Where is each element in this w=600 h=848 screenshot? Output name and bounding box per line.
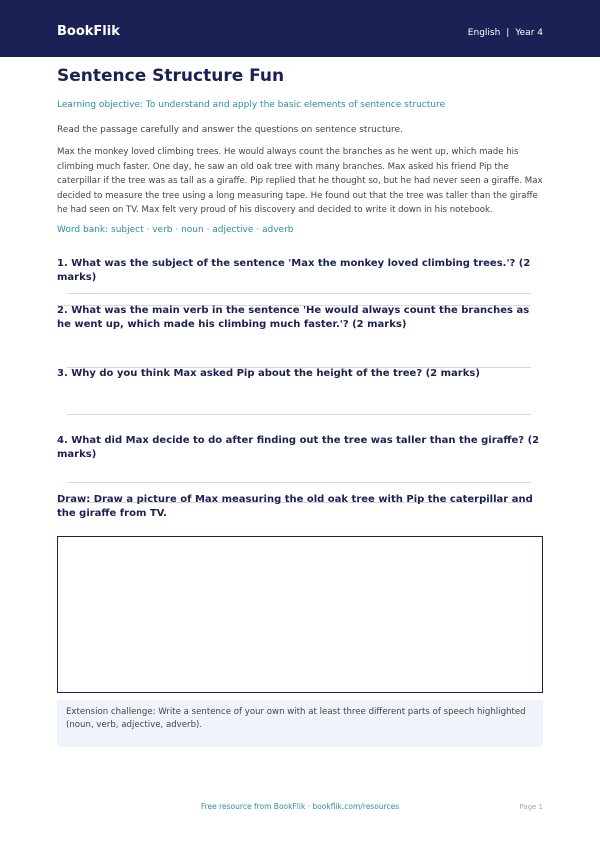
question-2: 2. What was the main verb in the sentence 'He would always count the branches as he went up, which made his climbing much faster.'? (2 marks) bbox=[57, 305, 530, 330]
subject-label: English bbox=[467, 28, 501, 38]
worksheet-title: Sentence Structure Fun bbox=[57, 66, 285, 86]
extension-text: Extension challenge: Write a sentence of your own with at least three different parts of speech highlighted (noun, verb, adjective, adverb). bbox=[66, 707, 526, 730]
page-number: Page 1 bbox=[519, 803, 543, 811]
separator: | bbox=[506, 28, 510, 38]
learning-objective: Learning objective: To understand and apply the basic elements of sentence structure bbox=[57, 100, 445, 110]
subject-year-label bbox=[468, 28, 543, 38]
word-bank: Word bank: subject · verb · noun · adjective · adverb bbox=[57, 225, 294, 235]
answer-line[interactable] bbox=[67, 482, 531, 483]
brand-logo: BookFlik bbox=[57, 24, 120, 39]
year-label: Year 4 bbox=[515, 28, 543, 38]
reading-passage: Max the monkey loved climbing trees. He would always count the branches as he went up, which made his climbing much faster. One day, he saw an old oak tree with many branches. Max asked his friend Pip the caterpillar if the tree was as tall as a giraffe. Pip replied that he thought so, but he had never seen a giraffe. Max decided to measure the tree using a long measuring tape. He found out that the tree was taller than the giraffe he had seen on TV. Max felt very proud of his discovery and decided to write it down in his notebook. bbox=[57, 147, 543, 216]
answer-line[interactable] bbox=[67, 414, 531, 415]
question-1: 1. What was the subject of the sentence 'Max the monkey loved climbing trees.'? (2 marks) bbox=[57, 258, 531, 283]
page-header bbox=[0, 0, 600, 57]
answer-line[interactable] bbox=[67, 293, 531, 294]
draw-prompt: Draw: Draw a picture of Max measuring the old oak tree with Pip the caterpillar and the giraffe from TV. bbox=[57, 494, 533, 519]
footer-resource-link[interactable]: Free resource from BookFlik · bookflik.com/resources bbox=[200, 802, 400, 811]
extension-challenge bbox=[57, 700, 543, 747]
question-4: 4. What did Max decide to do after finding out the tree was taller than the giraffe? (2 marks) bbox=[57, 435, 540, 460]
question-3: 3. Why do you think Max asked Pip about the height of the tree? (2 marks) bbox=[57, 368, 480, 379]
drawing-area[interactable] bbox=[57, 536, 543, 693]
instructions: Read the passage carefully and answer the questions on sentence structure. bbox=[57, 125, 403, 135]
